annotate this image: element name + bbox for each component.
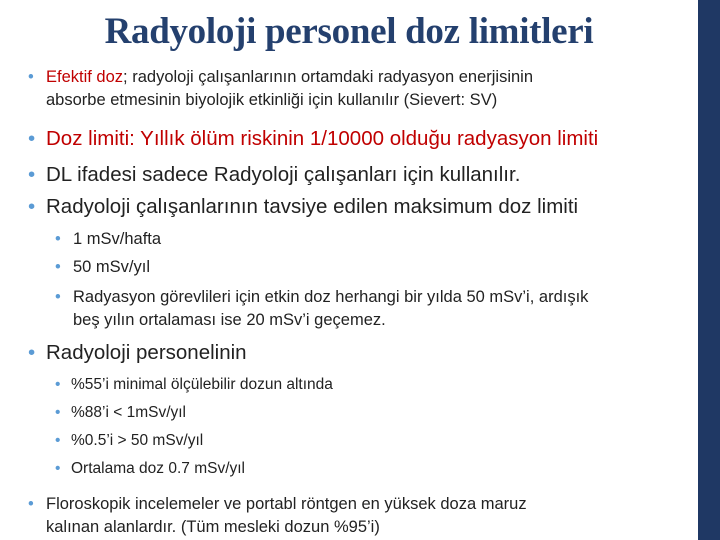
sub-bullet-radyasyon-line2: beş yılın ortalaması ise 20 mSv’i geçemez. xyxy=(73,311,386,329)
efektif-doz-text: ; radyoloji çalışanlarının ortamdaki radyasyon enerjisinin xyxy=(123,68,534,86)
bullet-efektif-doz-line2: absorbe etmesinin biyolojik etkinliği için kullanılır (Sievert: SV) xyxy=(46,91,498,109)
bullet-marker: • xyxy=(28,341,36,364)
sub-bullet-radyasyon-gorevlileri xyxy=(55,286,588,309)
radyoloji-personelinin-text: Radyoloji personelinin xyxy=(46,341,247,364)
efektif-doz-term: Efektif doz xyxy=(46,68,124,86)
sub-bullet-text: %0.5’i > 50 mSv/yıl xyxy=(71,432,204,449)
bullet-maksimum-doz xyxy=(28,194,578,220)
bullet-marker: • xyxy=(55,258,61,276)
sub-bullet-text: %88’i < 1mSv/yıl xyxy=(71,404,187,421)
sub-bullet-text: 1 mSv/hafta xyxy=(73,230,162,248)
bullet-marker: • xyxy=(55,460,61,477)
floroskopik-text: Floroskopik incelemeler ve portabl röntgen en yüksek doza maruz xyxy=(46,495,527,513)
bullet-marker: • xyxy=(28,163,36,186)
bullet-marker: • xyxy=(55,288,61,306)
bullet-marker: • xyxy=(55,376,61,393)
sub-bullet-text: Ortalama doz 0.7 mSv/yıl xyxy=(71,460,246,477)
bullet-doz-limiti xyxy=(28,126,598,152)
sub-bullet-ortalama xyxy=(55,457,245,480)
sub-bullet-yil xyxy=(55,256,150,279)
sub-bullet-hafta xyxy=(55,228,161,251)
bullet-marker: • xyxy=(28,195,36,218)
bullet-floroskopik xyxy=(28,493,527,516)
bullet-marker: • xyxy=(28,495,34,513)
bullet-marker: • xyxy=(28,68,34,86)
sub-bullet-05 xyxy=(55,429,203,452)
bullet-marker: • xyxy=(55,404,61,421)
bullet-efektif-doz xyxy=(28,66,533,89)
sub-bullet-88 xyxy=(55,401,186,424)
sub-bullet-text: Radyasyon görevlileri için etkin doz herhangi bir yılda 50 mSv’i, ardışık xyxy=(73,288,589,306)
doz-limiti-text: Doz limiti: Yıllık ölüm riskinin 1/10000 olduğu radyasyon limiti xyxy=(46,127,599,150)
dl-ifadesi-text: DL ifadesi sadece Radyoloji çalışanları için kullanılır. xyxy=(46,163,521,186)
slide-sidebar-bar xyxy=(698,0,720,540)
bullet-marker: • xyxy=(55,230,61,248)
maksimum-doz-text: Radyoloji çalışanlarının tavsiye edilen maksimum doz limiti xyxy=(46,195,579,218)
slide-title: Radyoloji personel doz limitleri xyxy=(104,11,594,52)
bullet-dl-ifadesi xyxy=(28,162,520,188)
bullet-marker: • xyxy=(28,127,36,150)
sub-bullet-55 xyxy=(55,373,333,396)
sub-bullet-text: %55’i minimal ölçülebilir dozun altında xyxy=(71,376,333,393)
bullet-floroskopik-line2: kalınan alanlardır. (Tüm mesleki dozun %95’i) xyxy=(46,518,380,536)
bullet-radyoloji-personelinin xyxy=(28,340,247,366)
sub-bullet-text: 50 mSv/yıl xyxy=(73,258,151,276)
bullet-marker: • xyxy=(55,432,61,449)
